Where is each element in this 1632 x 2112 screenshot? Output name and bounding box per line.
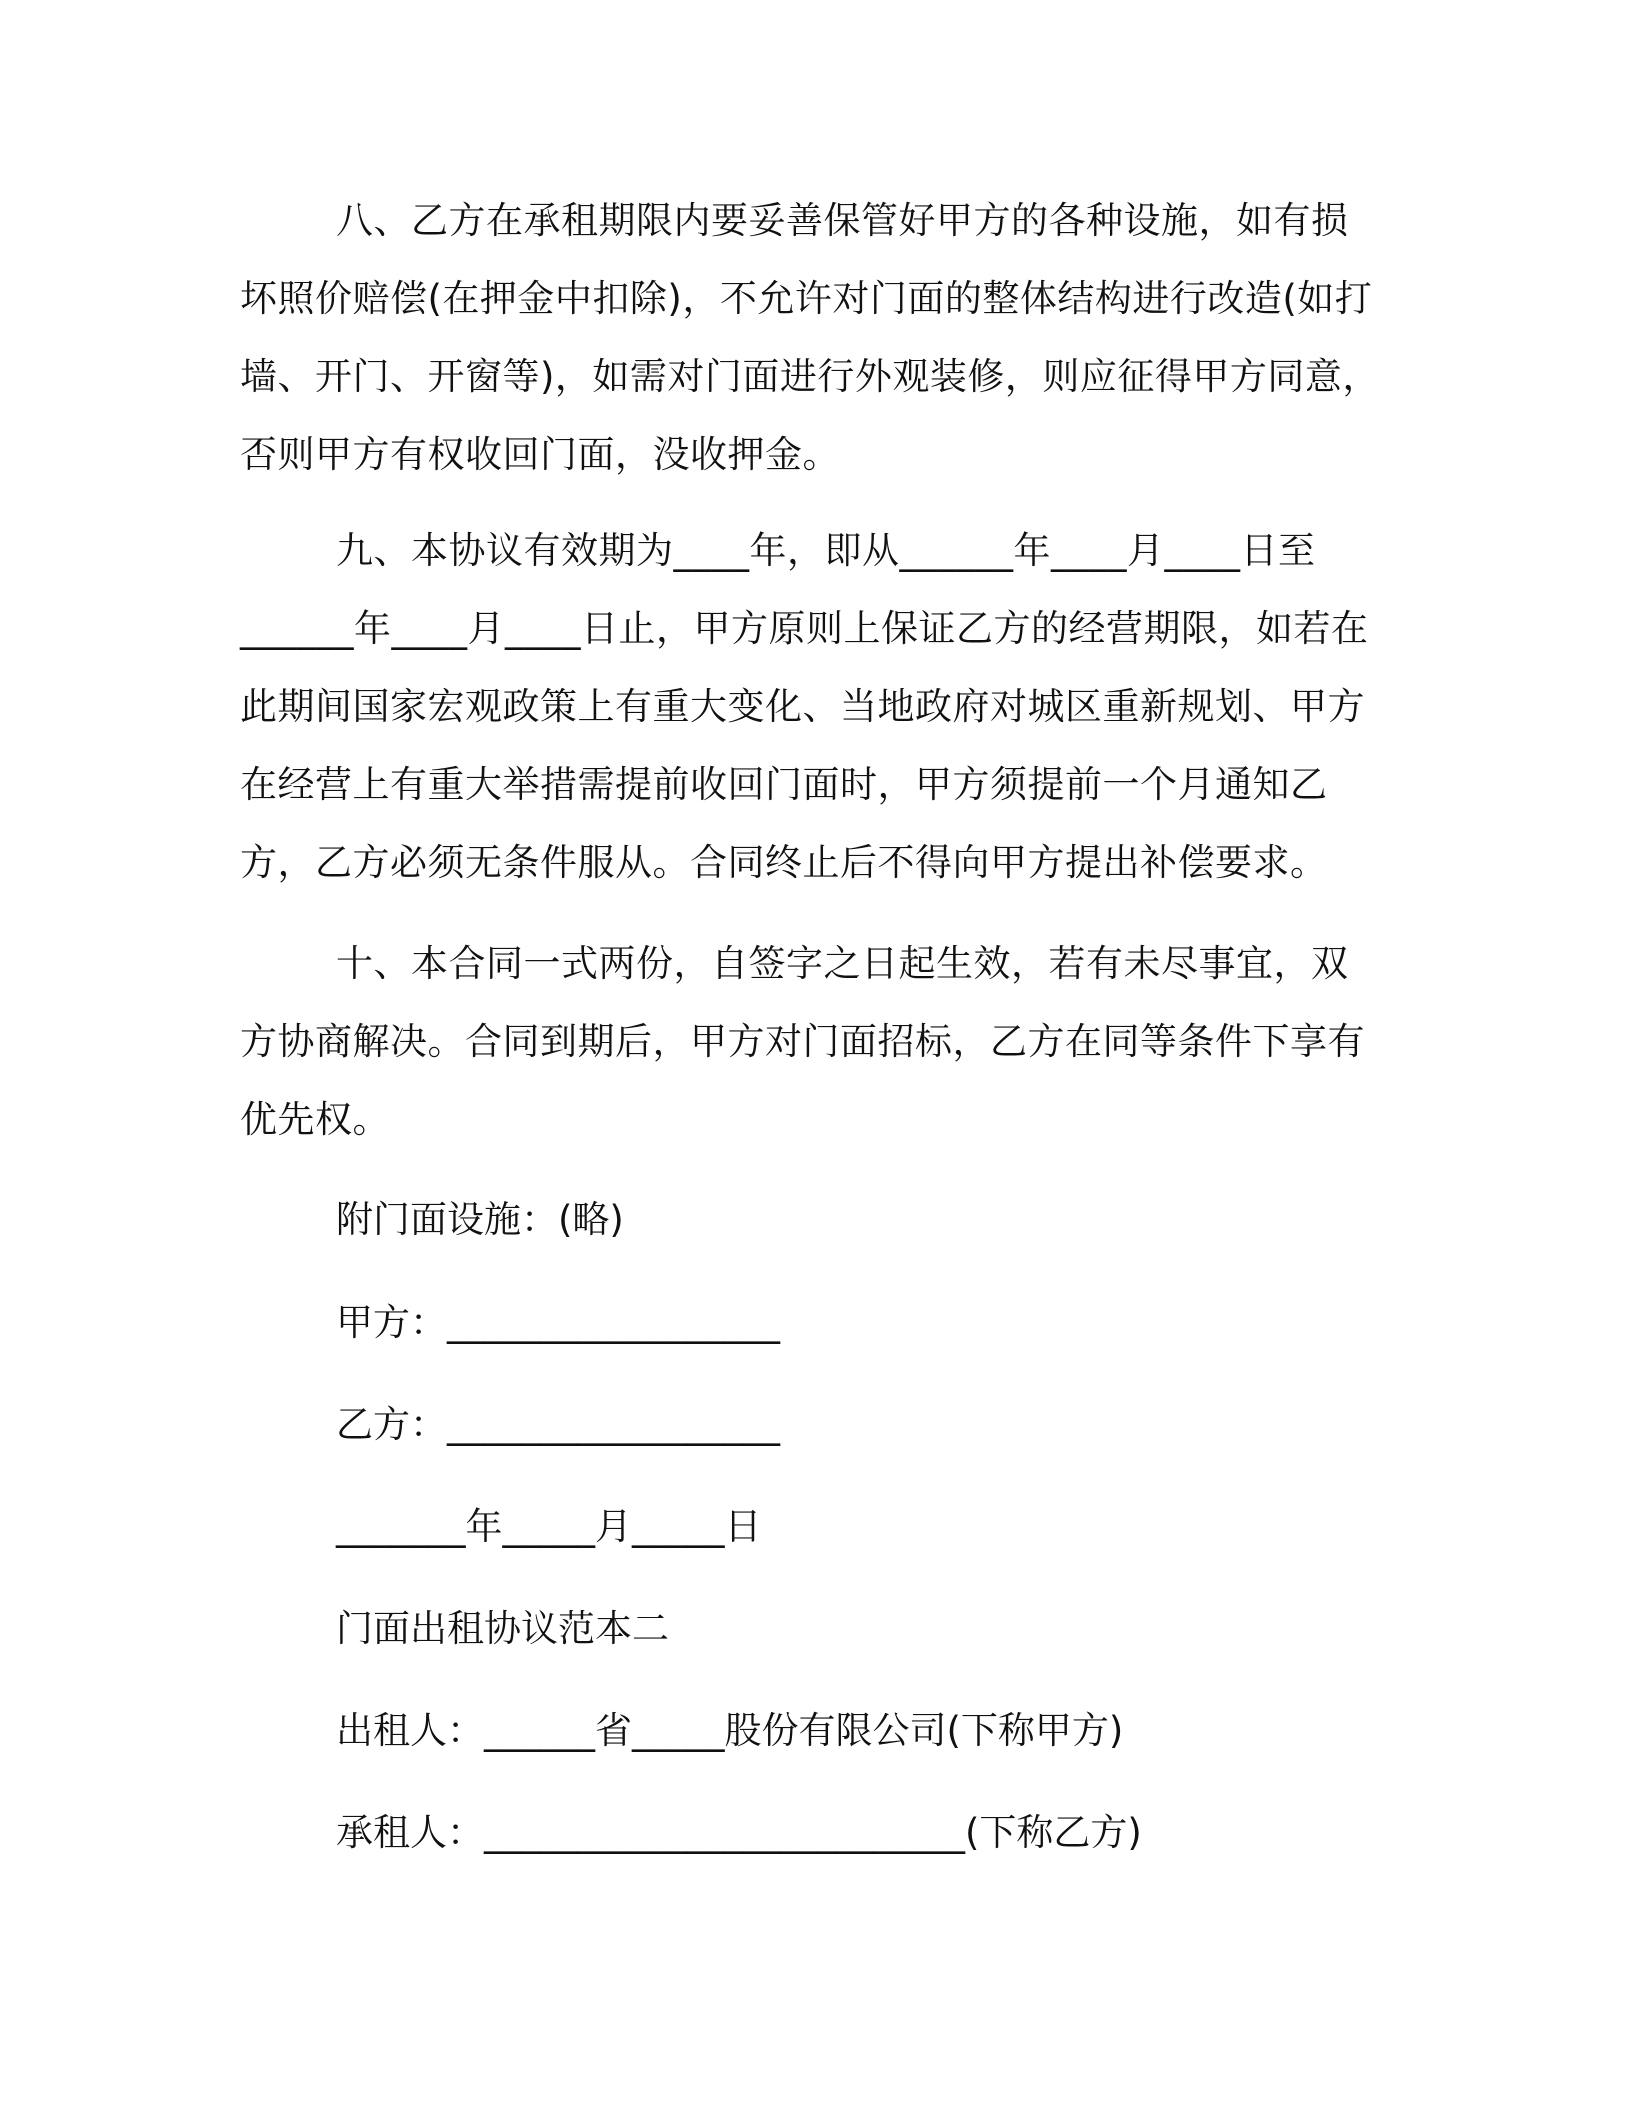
lessee-line: 承租人：__________________________(下称乙方) [336,1811,1142,1854]
clause-8-text: 八、乙方在承租期限内要妥善保管好甲方的各种设施，如有损坏照价赔偿(在押金中扣除)，不允许对门面的整体结构进行改造(如打墙、开门、开窗等)，如需对门面进行外观装修，则应征得甲方同意，否则甲方有权收回门面，没收押金。 [240,199,1380,476]
party-a-signature-line: 甲方：__________________ [336,1301,780,1344]
clause-8 [240,182,1380,494]
clause-10 [240,925,1380,1159]
attachment-line: 附门面设施：(略) [336,1198,624,1241]
section-title: 门面出租协议范本二 [336,1607,669,1650]
lessor-line: 出租人：______省_____股份有限公司(下称甲方) [336,1709,1124,1752]
clause-10-text: 十、本合同一式两份，自签字之日起生效，若有未尽事宜，双方协商解决。合同到期后，甲方对门面招标，乙方在同等条件下享有优先权。 [240,942,1365,1141]
date-line: _______年_____月_____日 [336,1505,762,1548]
clause-9-text: 九、本协议有效期为____年，即从______年____月____日至______年____月____日止，甲方原则上保证乙方的经营期限，如若在此期间国家宏观政策上有重大变化、当地政府对城区重新规划、甲方在经营上有重大举措需提前收回门面时，甲方须提前一个月通知乙方，乙方必须无条件服从。合同终止后不得向甲方提出补偿要求。 [240,529,1369,884]
party-b-signature-line: 乙方：__________________ [336,1403,780,1446]
clause-9 [240,512,1380,902]
